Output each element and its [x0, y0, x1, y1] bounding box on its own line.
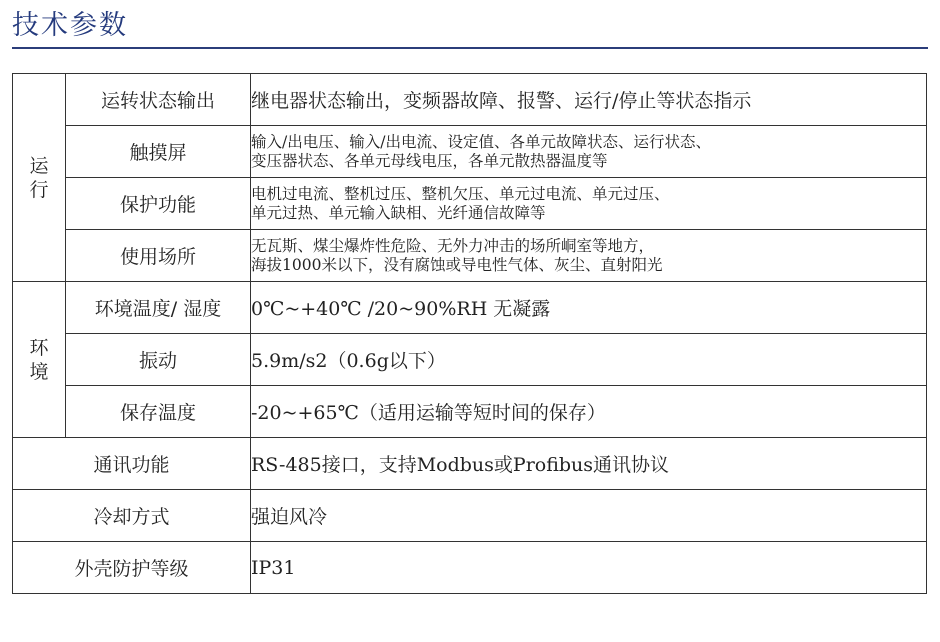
table-row [13, 334, 927, 386]
table-row [13, 126, 927, 178]
value-line: 变压器状态、各单元母线电压，各单元散热器温度等 [251, 151, 608, 170]
row-value: 强迫风冷 [251, 490, 927, 542]
value-line: 无瓦斯、煤尘爆炸性危险、无外力冲击的场所峒室等地方， [251, 236, 655, 255]
row-value: 0℃~+40℃ /20~90%RH 无凝露 [251, 282, 927, 334]
row-label: 振动 [66, 334, 251, 386]
row-value: IP31 [251, 542, 927, 594]
row-value [251, 178, 927, 230]
value-line: 电机过电流、整机过压、整机欠压、单元过电流、单元过压、 [251, 184, 670, 203]
table-row [13, 386, 927, 438]
row-label: 使用场所 [66, 230, 251, 282]
table-row [13, 490, 927, 542]
table-row [13, 230, 927, 282]
group-label-env: 环境 [13, 282, 66, 438]
table-row [13, 178, 927, 230]
row-label: 保护功能 [66, 178, 251, 230]
table-row [13, 282, 927, 334]
row-value: 5.9m/s2（0.6g以下） [251, 334, 927, 386]
title-divider [12, 47, 928, 49]
spec-table [12, 73, 927, 594]
row-label: 触摸屏 [66, 126, 251, 178]
row-label: 外壳防护等级 [13, 542, 251, 594]
row-label: 冷却方式 [13, 490, 251, 542]
row-label: 通讯功能 [13, 438, 251, 490]
value-line: 单元过热、单元输入缺相、光纤通信故障等 [251, 203, 546, 222]
row-label: 环境温度/ 湿度 [66, 282, 251, 334]
page-title: 技术参数 [12, 10, 128, 41]
row-label: 运转状态输出 [66, 74, 251, 126]
table-row [13, 438, 927, 490]
value-line: 海拔1000米以下，没有腐蚀或导电性气体、灰尘、直射阳光 [251, 255, 663, 274]
value-line: 输入/出电压、输入/出电流、设定值、各单元故障状态、运行状态、 [251, 132, 711, 151]
table-row [13, 542, 927, 594]
row-value: -20~+65℃（适用运输等短时间的保存） [251, 386, 927, 438]
row-value: RS-485接口，支持Modbus或Profibus通讯协议 [251, 438, 927, 490]
group-label-run: 运行 [13, 74, 66, 282]
row-label: 保存温度 [66, 386, 251, 438]
row-value [251, 230, 927, 282]
table-row [13, 74, 927, 126]
row-value: 继电器状态输出，变频器故障、报警、运行/停止等状态指示 [251, 74, 927, 126]
row-value [251, 126, 927, 178]
